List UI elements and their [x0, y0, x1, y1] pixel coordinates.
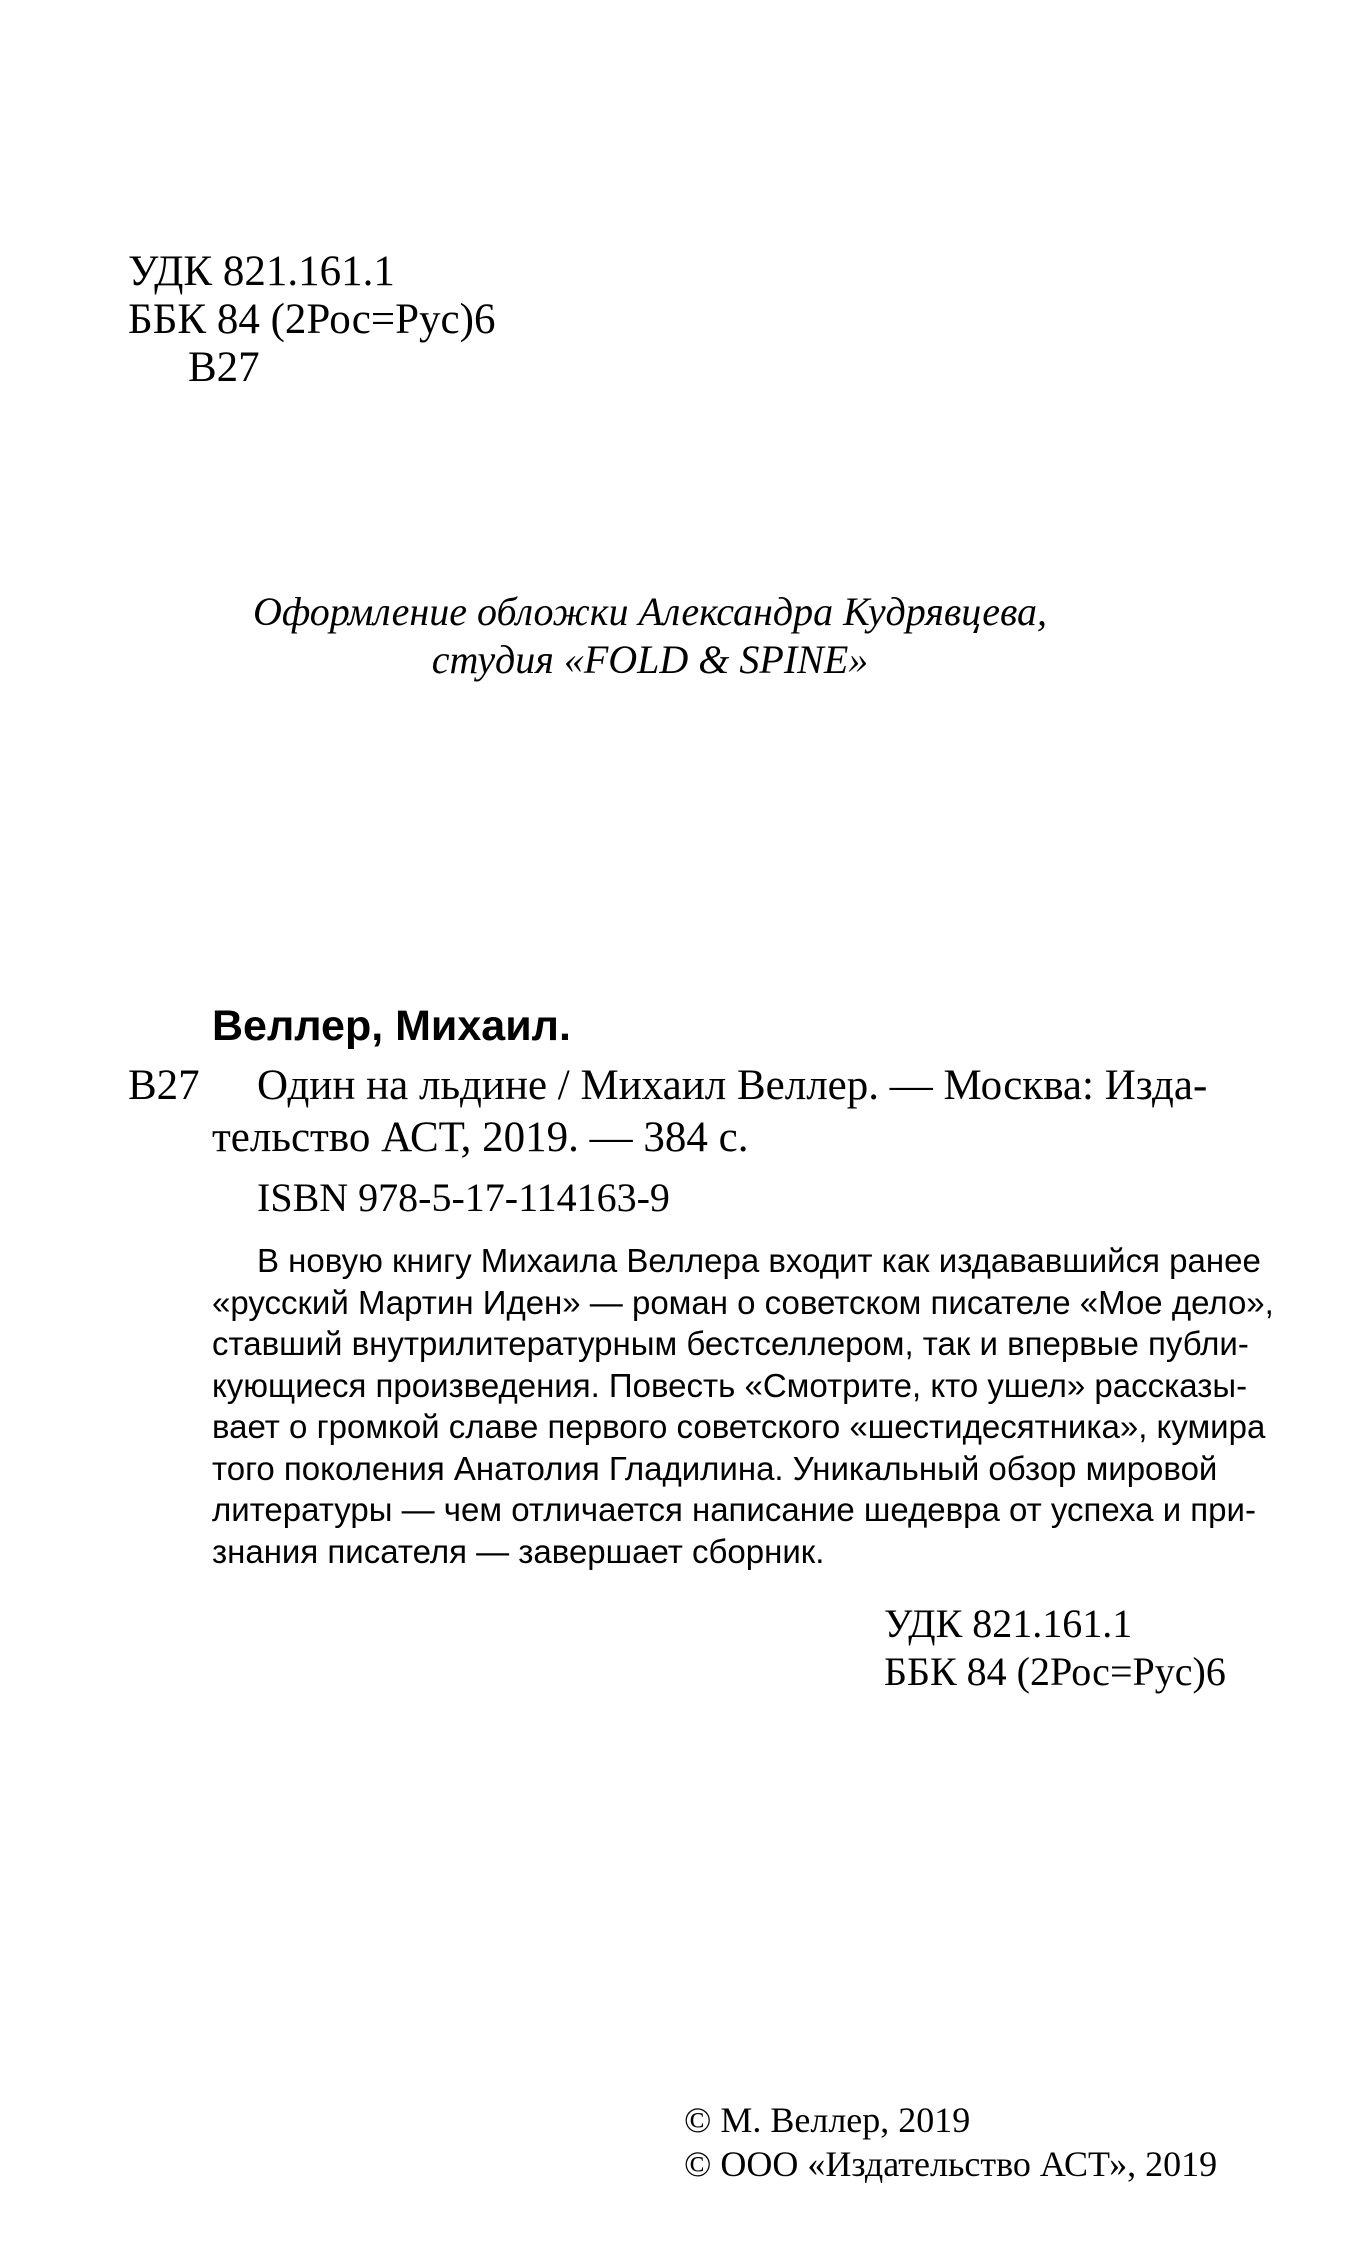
copyright-publisher: © ООО «Издательство АСТ», 2019 — [684, 2144, 1218, 2184]
udk-code: УДК 821.161.1 — [128, 248, 395, 295]
annotation — [212, 1240, 1274, 1572]
annotation-line: «русский Мартин Иден» — роман о советском писателе «Мое дело», — [212, 1283, 1274, 1321]
cover-design-credit — [200, 588, 1100, 684]
copyright-notices — [684, 2098, 1217, 2186]
classification-codes-top — [128, 248, 495, 392]
annotation-line: В новую книгу Михаила Веллера входит как издававшийся ранее — [257, 1242, 1261, 1279]
isbn: ISBN 978-5-17-114163-9 — [257, 1175, 670, 1220]
classification-codes-bottom — [884, 1600, 1226, 1696]
bib-author-mark: В27 — [128, 1062, 200, 1109]
cover-credit-studio: студия «FOLD & SPINE» — [431, 637, 869, 682]
bbk-code: ББК 84 (2Рос=Рус)6 — [884, 1649, 1226, 1694]
annotation-line: знания писателя — завершает сборник. — [212, 1532, 825, 1570]
author-mark: В27 — [188, 344, 260, 391]
author-heading: Веллер, Михаил. — [212, 1002, 571, 1050]
copyright-author: © М. Веллер, 2019 — [684, 2100, 971, 2140]
annotation-line: ставший внутрилитературным бестселлером, так и впервые публи- — [212, 1325, 1249, 1362]
bibliographic-description — [212, 1060, 1228, 1164]
annotation-line: вает о громкой славе первого советского «шестидесятника», кумира — [212, 1408, 1266, 1445]
bib-description-line: Один на льдине / Михаил Веллер. — Москва: Изда- — [257, 1062, 1208, 1109]
bib-description-line: тельство АСТ, 2019. — 384 с. — [212, 1114, 749, 1161]
annotation-line: того поколения Анатолия Гладилина. Уникальный обзор мировой — [212, 1449, 1218, 1487]
bbk-code: ББК 84 (2Рос=Рус)6 — [128, 296, 496, 343]
annotation-line: литературы — чем отличается написание шедевра от успеха и при- — [212, 1491, 1256, 1528]
cover-credit-line: Оформление обложки Александра Кудрявцева, — [252, 589, 1048, 634]
annotation-line: кующиеся произведения. Повесть «Смотрите, кто ушел» рассказы- — [212, 1366, 1248, 1404]
udk-code: УДК 821.161.1 — [884, 1601, 1133, 1646]
